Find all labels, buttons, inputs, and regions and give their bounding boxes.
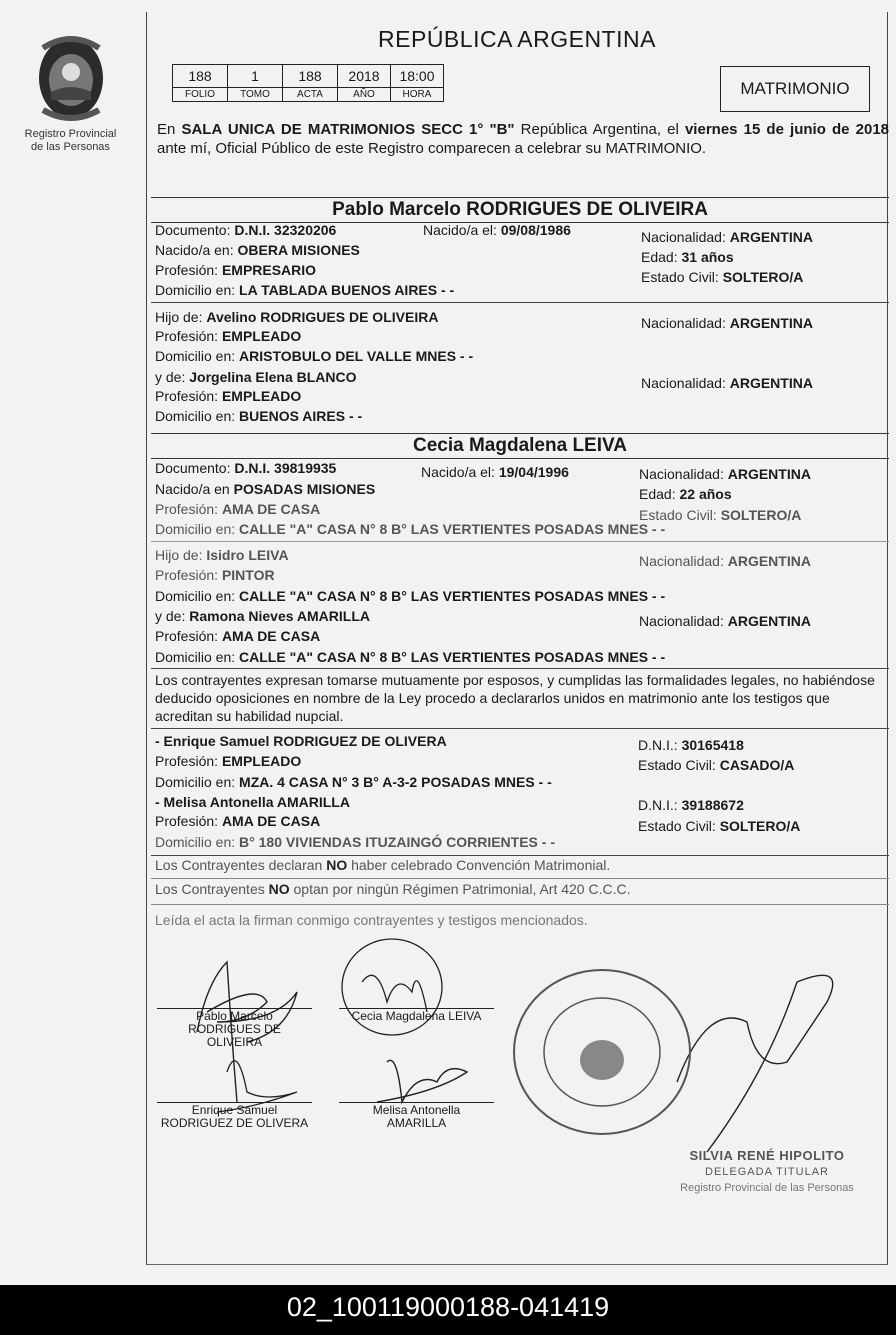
- value: - Enrique Samuel RODRIGUEZ DE OLIVERA: [155, 733, 447, 749]
- value: ARGENTINA: [729, 315, 813, 331]
- value: 19/04/1996: [498, 464, 569, 480]
- officer-stamp: [667, 1148, 867, 1196]
- groom-birthdate: [423, 222, 571, 238]
- bride-mother-address: [155, 649, 665, 665]
- value: OBERA MISIONES: [237, 242, 360, 258]
- bride-address: [155, 521, 665, 537]
- divider: [151, 541, 889, 542]
- hora-label: HORA: [391, 88, 444, 102]
- intro-paragraph: [157, 120, 889, 158]
- witness-1-name: [155, 733, 447, 749]
- witness-2-signature-label: [339, 1104, 494, 1130]
- text: RODRIGUES DE: [188, 1022, 281, 1036]
- label: Nacionalidad:: [641, 375, 726, 391]
- text: AMARILLA: [386, 1116, 447, 1130]
- logo-caption-1: Registro Provincial: [24, 128, 117, 140]
- groom-age: [641, 249, 734, 265]
- witness-2-address: [155, 834, 555, 850]
- tomo-value: 1: [228, 65, 283, 88]
- witness-2-profession: [155, 813, 320, 829]
- folio-value: 188: [173, 65, 228, 88]
- note-text: haber celebrado Convención Matrimonial.: [347, 857, 611, 873]
- value: SOLTERO/A: [719, 818, 801, 834]
- label: Profesión:: [155, 262, 219, 278]
- label: Documento:: [155, 460, 231, 476]
- province-seal-icon: [29, 30, 113, 124]
- label: Documento:: [155, 222, 231, 238]
- witness-1-dni: [638, 737, 744, 753]
- label: D.N.I.:: [638, 737, 678, 753]
- bride-father-address: [155, 588, 665, 604]
- value: CALLE "A" CASA N° 8 B° LAS VERTIENTES POSADAS MNES - -: [239, 521, 666, 537]
- label: Hijo de:: [155, 309, 203, 325]
- bride-father: [155, 547, 289, 563]
- intro-place: SALA UNICA DE MATRIMONIOS SECC 1° "B": [181, 121, 515, 138]
- groom-mother-nationality: [641, 375, 813, 391]
- value: BUENOS AIRES - -: [239, 408, 363, 424]
- value: AMA DE CASA: [221, 813, 321, 829]
- groom-mother: [155, 369, 357, 385]
- value: CASADO/A: [719, 757, 795, 773]
- witness-1-address: [155, 774, 552, 790]
- groom-mother-profession: [155, 388, 301, 404]
- groom-name-header: Pablo Marcelo RODRIGUES DE OLIVEIRA: [151, 197, 889, 223]
- value: 39188672: [681, 797, 744, 813]
- value: CALLE "A" CASA N° 8 B° LAS VERTIENTES POSADAS MNES - -: [239, 649, 666, 665]
- label: Profesión:: [155, 813, 219, 829]
- groom-father-profession: [155, 328, 301, 344]
- acta-value: 188: [283, 65, 338, 88]
- label: Nacido/a el:: [423, 222, 497, 238]
- value: 30165418: [681, 737, 744, 753]
- bride-nationality: [639, 466, 811, 482]
- witness-1-profession: [155, 753, 301, 769]
- groom-father-address: [155, 348, 473, 364]
- document-id-footer: 02_100119000188-041419: [0, 1285, 896, 1335]
- value: Avelino RODRIGUES DE OLIVEIRA: [206, 309, 439, 325]
- label: Nacionalidad:: [641, 229, 726, 245]
- value: EMPLEADO: [221, 328, 302, 344]
- divider: [151, 728, 889, 729]
- value: 22 años: [679, 486, 732, 502]
- groom-address: [155, 282, 454, 298]
- intro-date: viernes 15 de junio de 2018: [684, 121, 889, 138]
- hora-value: 18:00: [391, 65, 444, 88]
- value: EMPLEADO: [221, 388, 302, 404]
- groom-father-nationality: [641, 315, 813, 331]
- note-text: optan por ningún Régimen Patrimonial, Art 420 C.C.C.: [289, 881, 631, 897]
- value: LA TABLADA BUENOS AIRES - -: [239, 282, 455, 298]
- label: Hijo de:: [155, 547, 203, 563]
- value: Jorgelina Elena BLANCO: [189, 369, 357, 385]
- label: Estado Civil:: [639, 507, 717, 523]
- groom-civil-status: [641, 269, 803, 285]
- witness-2-signature-icon: [377, 1060, 467, 1102]
- value: ARISTOBULO DEL VALLE MNES - -: [239, 348, 474, 364]
- bride-birthdate: [421, 464, 569, 480]
- divider: [151, 855, 889, 856]
- act-type-box: MATRIMONIO: [720, 66, 870, 112]
- text: Melisa Antonella: [372, 1103, 461, 1117]
- label: y de:: [155, 369, 186, 385]
- value: ARGENTINA: [729, 229, 813, 245]
- label: Domicilio en:: [155, 408, 236, 424]
- groom-father: [155, 309, 438, 325]
- bride-father-nationality: [639, 553, 811, 569]
- registry-table: [172, 64, 444, 102]
- groom-profession: [155, 262, 316, 278]
- value: 09/08/1986: [500, 222, 571, 238]
- label: Edad:: [641, 249, 678, 265]
- value: D.N.I. 39819935: [234, 460, 337, 476]
- label: Nacionalidad:: [639, 553, 724, 569]
- value: SOLTERO/A: [722, 269, 804, 285]
- witness-1-signature-label: [157, 1104, 312, 1130]
- label: Nacionalidad:: [639, 466, 724, 482]
- bride-father-profession: [155, 567, 275, 583]
- label: Profesión:: [155, 753, 219, 769]
- divider: [151, 904, 889, 905]
- value: - Melisa Antonella AMARILLA: [155, 794, 350, 810]
- officer-signature-icon: [677, 975, 833, 1152]
- note-signing: Leída el acta la firman conmigo contrayentes y testigos mencionados.: [155, 912, 588, 928]
- label: Nacionalidad:: [641, 315, 726, 331]
- label: Domicilio en:: [155, 588, 236, 604]
- intro-text: ante mí, Oficial Público de este Registro comparecen a celebrar su MATRIMONIO.: [157, 140, 707, 157]
- label: Edad:: [639, 486, 676, 502]
- value: MZA. 4 CASA N° 3 B° A-3-2 POSADAS MNES - -: [239, 774, 552, 790]
- label: Estado Civil:: [638, 757, 716, 773]
- label: Profesión:: [155, 388, 219, 404]
- note-text: Los Contrayentes: [155, 881, 269, 897]
- value: Isidro LEIVA: [206, 547, 289, 563]
- text: Pablo Marcelo: [196, 1009, 273, 1023]
- label: D.N.I.:: [638, 797, 678, 813]
- registry-logo: [18, 30, 123, 154]
- note-regime: [155, 881, 630, 897]
- value: ARGENTINA: [727, 553, 811, 569]
- text: Enrique Samuel: [191, 1103, 278, 1117]
- bride-mother-profession: [155, 628, 320, 644]
- marriage-certificate: [146, 12, 888, 1265]
- bride-mother-nationality: [639, 613, 811, 629]
- groom-nationality: [641, 229, 813, 245]
- label: Profesión:: [155, 628, 219, 644]
- declaration-paragraph: Los contrayentes expresan tomarse mutuamente por esposos, y cumplidas las formalidades legales, no habiéndose deducido oposiciones en nombre de la Ley procedo a declararlos unidos en matrimonio ante los testigos que acreditan su habilidad nupcial.: [155, 672, 875, 724]
- label: Estado Civil:: [641, 269, 719, 285]
- value: PINTOR: [221, 567, 275, 583]
- intro-text: En: [157, 121, 182, 138]
- value: ARGENTINA: [729, 375, 813, 391]
- bride-birthplace: [155, 481, 375, 497]
- value: CALLE "A" CASA N° 8 B° LAS VERTIENTES POSADAS MNES - -: [239, 588, 666, 604]
- groom-mother-address: [155, 408, 362, 424]
- bride-name-header: Cecia Magdalena LEIVA: [151, 433, 889, 459]
- value: EMPLEADO: [221, 753, 302, 769]
- label: Profesión:: [155, 567, 219, 583]
- bride-document: [155, 460, 336, 476]
- value: 31 años: [681, 249, 734, 265]
- label: Profesión:: [155, 328, 219, 344]
- officer-name: SILVIA RENÉ HIPOLITO: [689, 1148, 845, 1163]
- intro-text: República Argentina, el: [514, 121, 685, 138]
- label: Nacido/a el:: [421, 464, 495, 480]
- page-title: REPÚBLICA ARGENTINA: [378, 26, 656, 52]
- groom-document: [155, 222, 336, 238]
- tomo-label: TOMO: [228, 88, 283, 102]
- groom-birthplace: [155, 242, 360, 258]
- label: Domicilio en:: [155, 649, 236, 665]
- label: Domicilio en:: [155, 774, 236, 790]
- value: AMA DE CASA: [221, 628, 321, 644]
- text: RODRIGUEZ DE OLIVERA: [160, 1116, 309, 1130]
- label: Nacido/a en: [155, 481, 230, 497]
- value: POSADAS MISIONES: [233, 481, 376, 497]
- bride-signature-label: Cecia Magdalena LEIVA: [351, 1009, 482, 1023]
- anio-value: 2018: [338, 65, 391, 88]
- witness-2-name: [155, 794, 350, 810]
- logo-caption-2: de las Personas: [31, 141, 110, 153]
- officer-org: Registro Provincial de las Personas: [680, 1182, 854, 1194]
- note-emphasis: NO: [268, 881, 290, 897]
- label: Domicilio en:: [155, 521, 236, 537]
- groom-signature-label: [157, 1010, 312, 1049]
- value: ARGENTINA: [727, 466, 811, 482]
- value: B° 180 VIVIENDAS ITUZAINGÓ CORRIENTES - -: [239, 834, 556, 850]
- label: Nacionalidad:: [639, 613, 724, 629]
- bride-mother: [155, 608, 370, 624]
- value: AMA DE CASA: [221, 501, 321, 517]
- value: Ramona Nieves AMARILLA: [189, 608, 370, 624]
- label: Nacido/a en:: [155, 242, 234, 258]
- label: Domicilio en:: [155, 348, 236, 364]
- divider: [151, 668, 889, 669]
- value: SOLTERO/A: [720, 507, 802, 523]
- registry-stamp-icon: [514, 970, 690, 1134]
- note-emphasis: NO: [326, 857, 348, 873]
- text: OLIVEIRA: [206, 1035, 263, 1049]
- bride-age: [639, 486, 732, 502]
- note-convention: [155, 857, 610, 873]
- witness-1-civil-status: [638, 757, 794, 773]
- note-text: Los Contrayentes declaran: [155, 857, 327, 873]
- signatures-drawing: [147, 922, 887, 1252]
- label: y de:: [155, 608, 186, 624]
- value: D.N.I. 32320206: [234, 222, 337, 238]
- acta-label: ACTA: [283, 88, 338, 102]
- divider: [151, 878, 889, 879]
- bride-profession: [155, 501, 320, 517]
- officer-role: DELEGADA TITULAR: [705, 1166, 829, 1178]
- label: Domicilio en:: [155, 834, 236, 850]
- value: EMPRESARIO: [221, 262, 317, 278]
- label: Profesión:: [155, 501, 219, 517]
- divider: [151, 302, 889, 303]
- value: ARGENTINA: [727, 613, 811, 629]
- label: Estado Civil:: [638, 818, 716, 834]
- witness-2-dni: [638, 797, 744, 813]
- folio-label: FOLIO: [173, 88, 228, 102]
- witness-2-civil-status: [638, 818, 800, 834]
- label: Domicilio en:: [155, 282, 236, 298]
- anio-label: AÑO: [338, 88, 391, 102]
